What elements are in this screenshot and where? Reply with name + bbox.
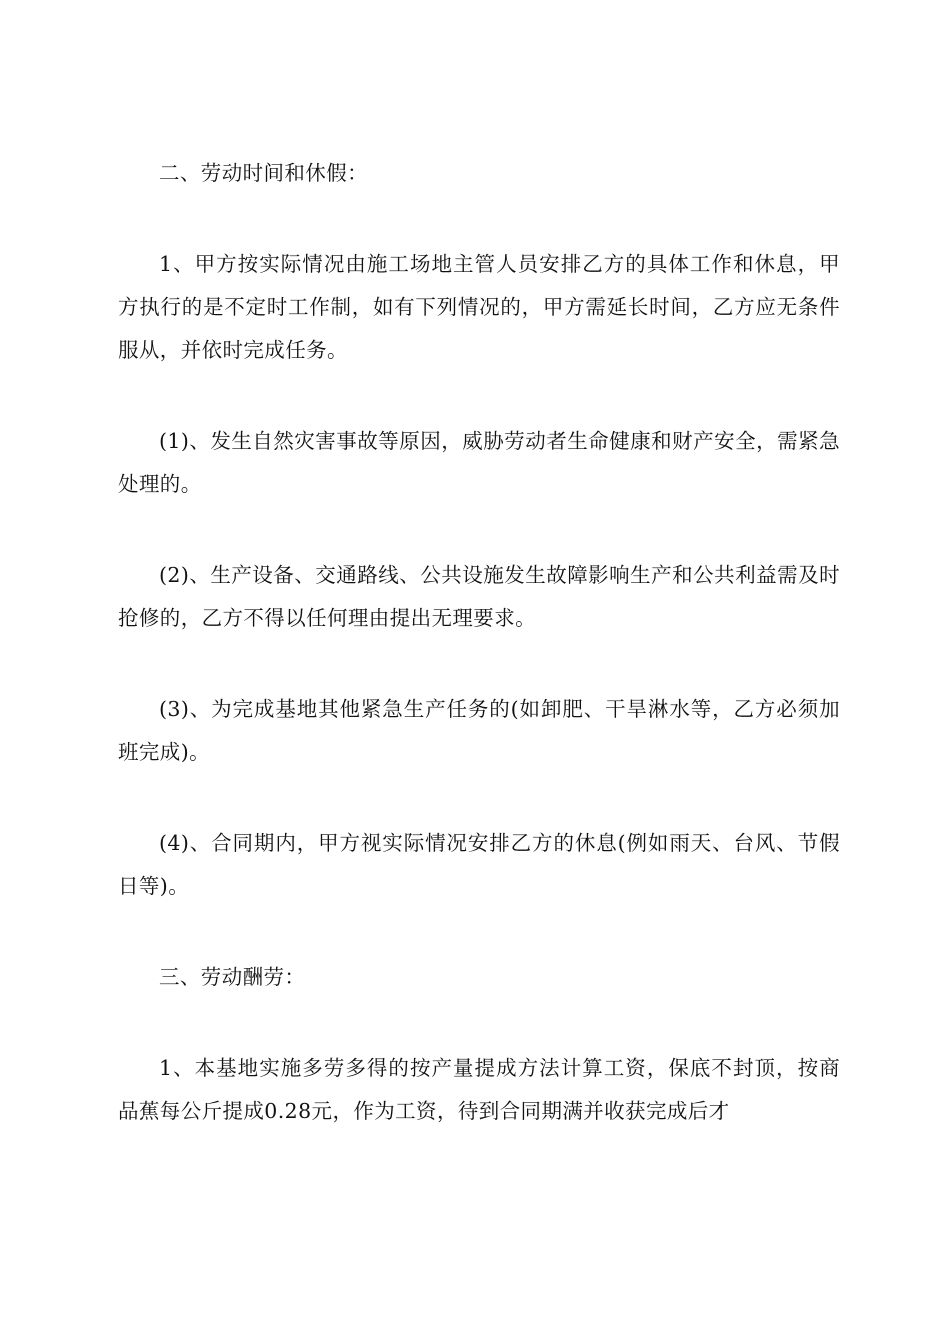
paragraph-item-3: (3)、为完成基地其他紧急生产任务的(如卸肥、干旱淋水等，乙方必须加班完成)。 bbox=[118, 697, 840, 764]
section-heading-work-hours: 二、劳动时间和休假： bbox=[159, 161, 368, 185]
section-heading-remuneration: 三、劳动酬劳： bbox=[159, 965, 306, 989]
paragraph-remuneration-clause-1: 1、本基地实施多劳多得的按产量提成方法计算工资，保底不封顶，按商品蕉每公斤提成0.28元，作为工资，待到合同期满并收获完成后才 bbox=[118, 1056, 840, 1123]
paragraph-item-2: (2)、生产设备、交通路线、公共设施发生故障影响生产和公共利益需及时抢修的，乙方不得以任何理由提出无理要求。 bbox=[118, 563, 840, 630]
document-body bbox=[118, 152, 840, 1181]
paragraph-item-1: (1)、发生自然灾害事故等原因，威胁劳动者生命健康和财产安全，需紧急处理的。 bbox=[118, 429, 840, 496]
paragraph-item-4: (4)、合同期内，甲方视实际情况安排乙方的休息(例如雨天、台风、节假日等)。 bbox=[118, 831, 840, 898]
paragraph-clause-1: 1、甲方按实际情况由施工场地主管人员安排乙方的具体工作和休息，甲方执行的是不定时工作制，如有下列情况的，甲方需延长时间，乙方应无条件服从，并依时完成任务。 bbox=[118, 252, 840, 362]
